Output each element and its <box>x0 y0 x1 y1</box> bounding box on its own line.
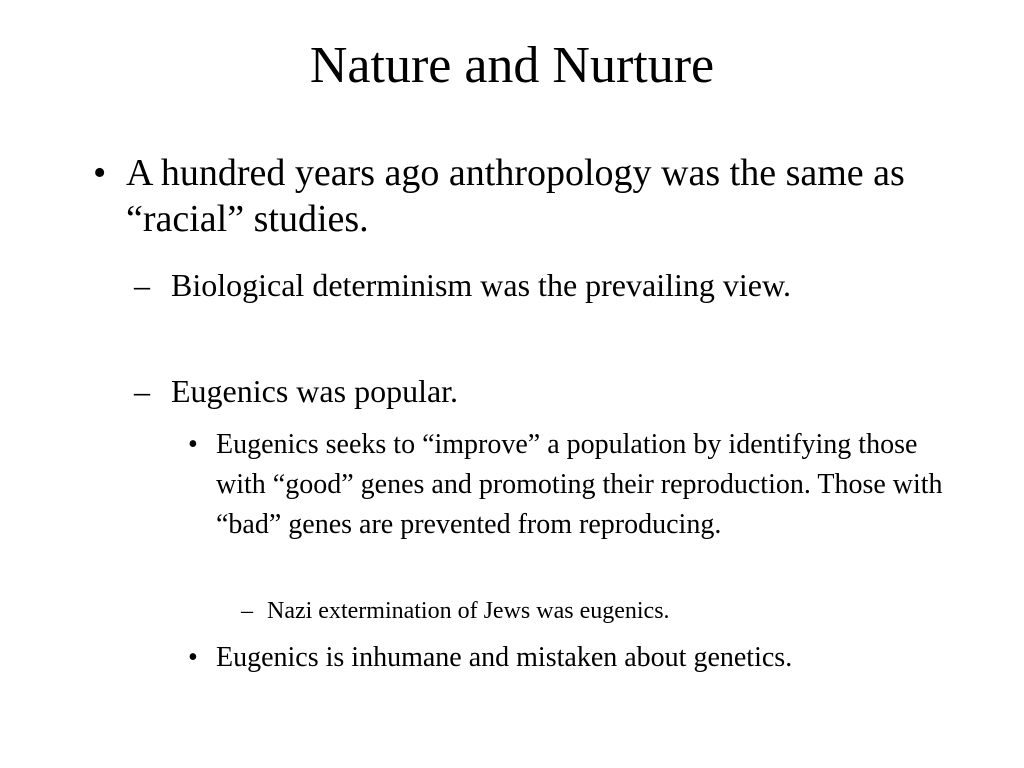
bullet-text: Eugenics seeks to “improve” a population by identifying those with “good” genes and promoting their reproduction. Those with “bad” genes are prevented from reproducing. <box>216 429 943 540</box>
bullet-level-3 <box>188 425 946 545</box>
bullet-text: Nazi extermination of Jews was eugenics. <box>267 598 670 624</box>
bullet-level-2 <box>134 371 901 412</box>
bullet-level-1 <box>93 150 946 242</box>
dash-marker: – <box>241 598 253 624</box>
bullet-level-3 <box>188 638 946 678</box>
dash-marker: – <box>134 267 150 303</box>
bullet-marker: • <box>93 152 107 194</box>
bullet-text: A hundred years ago anthropology was the same as “racial” studies. <box>126 152 905 240</box>
dash-marker: – <box>134 373 150 409</box>
bullet-text: Eugenics is inhumane and mistaken about genetics. <box>216 642 793 673</box>
bullet-level-2 <box>134 265 901 306</box>
bullet-text: Biological determinism was the prevailing view. <box>171 267 791 303</box>
bullet-marker: • <box>188 642 198 673</box>
bullet-marker: • <box>188 429 198 460</box>
bullet-level-4 <box>241 596 907 626</box>
slide-title: Nature and Nurture <box>309 37 715 94</box>
bullet-text: Eugenics was popular. <box>171 373 459 409</box>
